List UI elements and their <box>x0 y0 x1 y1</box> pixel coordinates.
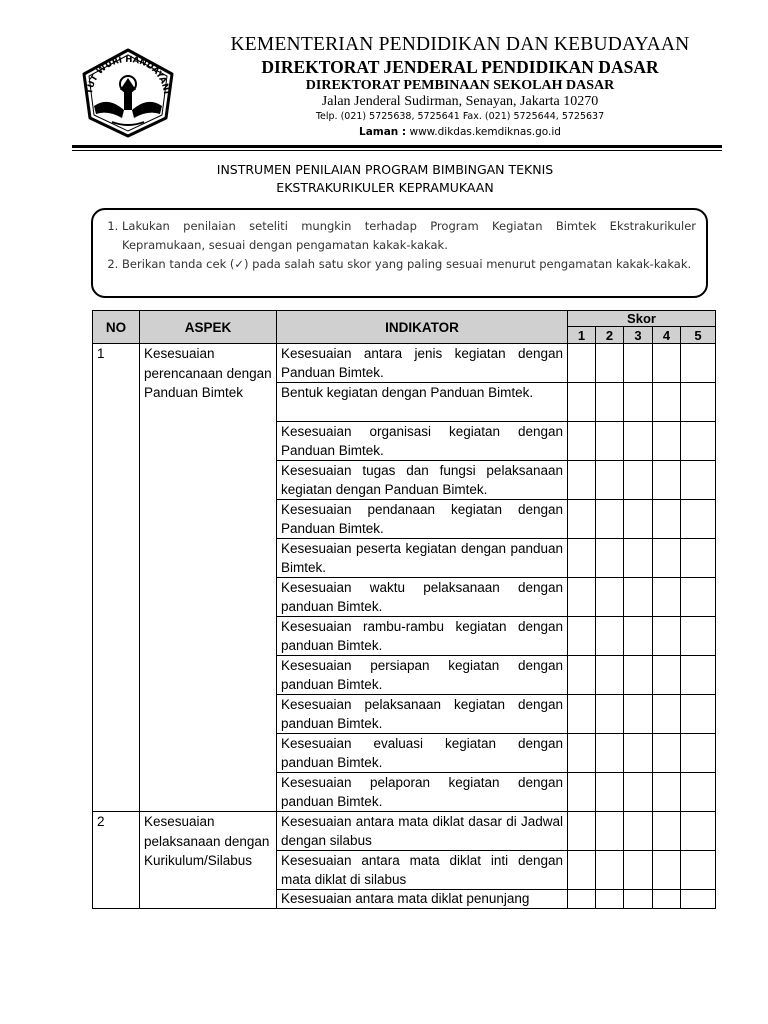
indicator-cell: Kesesuaian antara mata diklat inti dengan mata diklat di silabus <box>277 851 568 890</box>
score-cell-3[interactable] <box>624 773 653 812</box>
score-cell-3[interactable] <box>624 617 653 656</box>
score-cell-2[interactable] <box>596 851 624 890</box>
score-cell-2[interactable] <box>596 812 624 851</box>
score-cell-1[interactable] <box>568 461 596 500</box>
score-cell-5[interactable] <box>681 578 716 617</box>
score-cell-5[interactable] <box>681 851 716 890</box>
score-cell-1[interactable] <box>568 890 596 909</box>
score-header-4: 4 <box>653 327 681 344</box>
instructions-list <box>105 217 696 274</box>
indicator-cell: Kesesuaian pelaksanaan kegiatan dengan panduan Bimtek. <box>277 695 568 734</box>
phone-fax: Telp. (021) 5725638, 5725641 Fax. (021) 5725644, 5725637 <box>315 111 605 122</box>
table-row <box>93 812 716 851</box>
office-address: Jalan Jenderal Sudirman, Senayan, Jakarta 10270 <box>321 94 599 109</box>
score-cell-2[interactable] <box>596 461 624 500</box>
score-cell-3[interactable] <box>624 344 653 383</box>
assessment-table <box>92 310 716 909</box>
score-cell-4[interactable] <box>653 344 681 383</box>
score-cell-4[interactable] <box>653 500 681 539</box>
header-no: NO <box>93 311 140 344</box>
score-cell-4[interactable] <box>653 578 681 617</box>
score-header-3: 3 <box>624 327 653 344</box>
instruction-item: 1. Lakukan penilaian seteliti mungkin terhadap Program Kegiatan Bimtek Ekstrakurikuler Kepramukaan, sesuai dengan pengamatan kakak-kakak. <box>122 217 696 255</box>
score-cell-3[interactable] <box>624 695 653 734</box>
score-cell-5[interactable] <box>681 734 716 773</box>
score-cell-4[interactable] <box>653 656 681 695</box>
score-cell-5[interactable] <box>681 539 716 578</box>
score-cell-3[interactable] <box>624 539 653 578</box>
header-indikator: INDIKATOR <box>277 311 568 344</box>
score-cell-5[interactable] <box>681 656 716 695</box>
document-title-line1: INSTRUMEN PENILAIAN PROGRAM BIMBINGAN TEKNIS <box>216 162 554 177</box>
directorate-general-name: DIREKTORAT JENDERAL PENDIDIKAN DASAR <box>261 57 659 77</box>
score-cell-4[interactable] <box>653 695 681 734</box>
indicator-cell: Kesesuaian rambu-rambu kegiatan dengan panduan Bimtek. <box>277 617 568 656</box>
indicator-cell: Kesesuaian organisasi kegiatan dengan Panduan Bimtek. <box>277 422 568 461</box>
score-cell-3[interactable] <box>624 734 653 773</box>
score-cell-4[interactable] <box>653 539 681 578</box>
score-cell-5[interactable] <box>681 890 716 909</box>
score-header-2: 2 <box>596 327 624 344</box>
score-cell-3[interactable] <box>624 500 653 539</box>
score-cell-5[interactable] <box>681 617 716 656</box>
website-line <box>200 126 720 138</box>
score-cell-4[interactable] <box>653 617 681 656</box>
score-cell-5[interactable] <box>681 773 716 812</box>
score-cell-2[interactable] <box>596 656 624 695</box>
row-number: 2 <box>93 812 140 909</box>
indicator-cell: Kesesuaian peserta kegiatan dengan panduan Bimtek. <box>277 539 568 578</box>
logo-text: TUT WURI HANDAYANI <box>84 54 171 95</box>
indicator-cell: Kesesuaian waktu pelaksanaan dengan panduan Bimtek. <box>277 578 568 617</box>
score-cell-4[interactable] <box>653 461 681 500</box>
indicator-cell: Kesesuaian persiapan kegiatan dengan panduan Bimtek. <box>277 656 568 695</box>
directorate-name: DIREKTORAT PEMBINAAN SEKOLAH DASAR <box>305 78 615 93</box>
score-cell-2[interactable] <box>596 383 624 422</box>
score-cell-2[interactable] <box>596 695 624 734</box>
indicator-cell: Kesesuaian pendanaan kegiatan dengan Panduan Bimtek. <box>277 500 568 539</box>
score-cell-1[interactable] <box>568 773 596 812</box>
score-cell-1[interactable] <box>568 539 596 578</box>
instructions-box <box>91 208 708 298</box>
ministry-name: KEMENTERIAN PENDIDIKAN DAN KEBUDAYAAN <box>230 34 690 55</box>
score-cell-1[interactable] <box>568 578 596 617</box>
indicator-cell: Kesesuaian pelaporan kegiatan dengan panduan Bimtek. <box>277 773 568 812</box>
score-cell-1[interactable] <box>568 422 596 461</box>
header-skor: Skor <box>568 311 716 327</box>
score-cell-3[interactable] <box>624 461 653 500</box>
instruction-item: 2. Berikan tanda cek (✓) pada salah satu skor yang paling sesuai menurut pengamatan kakak-kakak. <box>122 255 696 274</box>
score-cell-3[interactable] <box>624 383 653 422</box>
score-cell-1[interactable] <box>568 344 596 383</box>
indicator-cell: Kesesuaian antara mata diklat penunjang <box>277 890 568 909</box>
indicator-cell: Kesesuaian tugas dan fungsi pelaksanaan kegiatan dengan Panduan Bimtek. <box>277 461 568 500</box>
score-cell-2[interactable] <box>596 773 624 812</box>
indicator-cell: Kesesuaian evaluasi kegiatan dengan panduan Bimtek. <box>277 734 568 773</box>
website-link[interactable]: www.dikdas.kemdiknas.go.id <box>409 126 561 138</box>
score-cell-4[interactable] <box>653 734 681 773</box>
document-title-line2: EKSTRAKURIKULER KEPRAMUKAAN <box>276 180 494 195</box>
score-cell-4[interactable] <box>653 890 681 909</box>
score-header-5: 5 <box>681 327 716 344</box>
score-cell-1[interactable] <box>568 851 596 890</box>
header-rule-thin <box>72 150 722 151</box>
indicator-cell: Kesesuaian antara mata diklat dasar di Jadwal dengan silabus <box>277 812 568 851</box>
score-cell-3[interactable] <box>624 578 653 617</box>
score-cell-2[interactable] <box>596 539 624 578</box>
score-cell-1[interactable] <box>568 500 596 539</box>
score-cell-2[interactable] <box>596 734 624 773</box>
score-cell-3[interactable] <box>624 656 653 695</box>
score-cell-1[interactable] <box>568 383 596 422</box>
score-cell-5[interactable] <box>681 812 716 851</box>
score-cell-1[interactable] <box>568 812 596 851</box>
score-cell-2[interactable] <box>596 617 624 656</box>
score-cell-5[interactable] <box>681 344 716 383</box>
score-cell-1[interactable] <box>568 695 596 734</box>
score-header-1: 1 <box>568 327 596 344</box>
aspect-cell: Kesesuaian pelaksanaan dengan Kurikulum/Silabus <box>140 812 277 909</box>
score-cell-2[interactable] <box>596 578 624 617</box>
indicator-cell: Kesesuaian antara jenis kegiatan dengan Panduan Bimtek. <box>277 344 568 383</box>
score-cell-5[interactable] <box>681 461 716 500</box>
score-cell-4[interactable] <box>653 773 681 812</box>
score-cell-3[interactable] <box>624 890 653 909</box>
score-cell-2[interactable] <box>596 422 624 461</box>
score-cell-4[interactable] <box>653 383 681 422</box>
row-number: 1 <box>93 344 140 812</box>
tut-wuri-handayani-logo <box>72 44 184 140</box>
score-cell-3[interactable] <box>624 851 653 890</box>
score-cell-4[interactable] <box>653 851 681 890</box>
score-cell-5[interactable] <box>681 422 716 461</box>
indicator-cell: Bentuk kegiatan dengan Panduan Bimtek. <box>277 383 568 422</box>
score-cell-1[interactable] <box>568 656 596 695</box>
score-cell-5[interactable] <box>681 695 716 734</box>
score-cell-1[interactable] <box>568 617 596 656</box>
score-cell-3[interactable] <box>624 812 653 851</box>
score-cell-1[interactable] <box>568 734 596 773</box>
aspect-cell: Kesesuaian perencanaan dengan Panduan Bimtek <box>140 344 277 812</box>
score-cell-5[interactable] <box>681 500 716 539</box>
header-aspek: ASPEK <box>140 311 277 344</box>
table-row <box>93 344 716 383</box>
score-cell-4[interactable] <box>653 422 681 461</box>
score-cell-2[interactable] <box>596 500 624 539</box>
score-cell-3[interactable] <box>624 422 653 461</box>
website-label: Laman : <box>359 126 407 138</box>
score-cell-5[interactable] <box>681 383 716 422</box>
score-cell-2[interactable] <box>596 344 624 383</box>
score-cell-2[interactable] <box>596 890 624 909</box>
header-rule-thick <box>72 145 722 148</box>
score-cell-4[interactable] <box>653 812 681 851</box>
